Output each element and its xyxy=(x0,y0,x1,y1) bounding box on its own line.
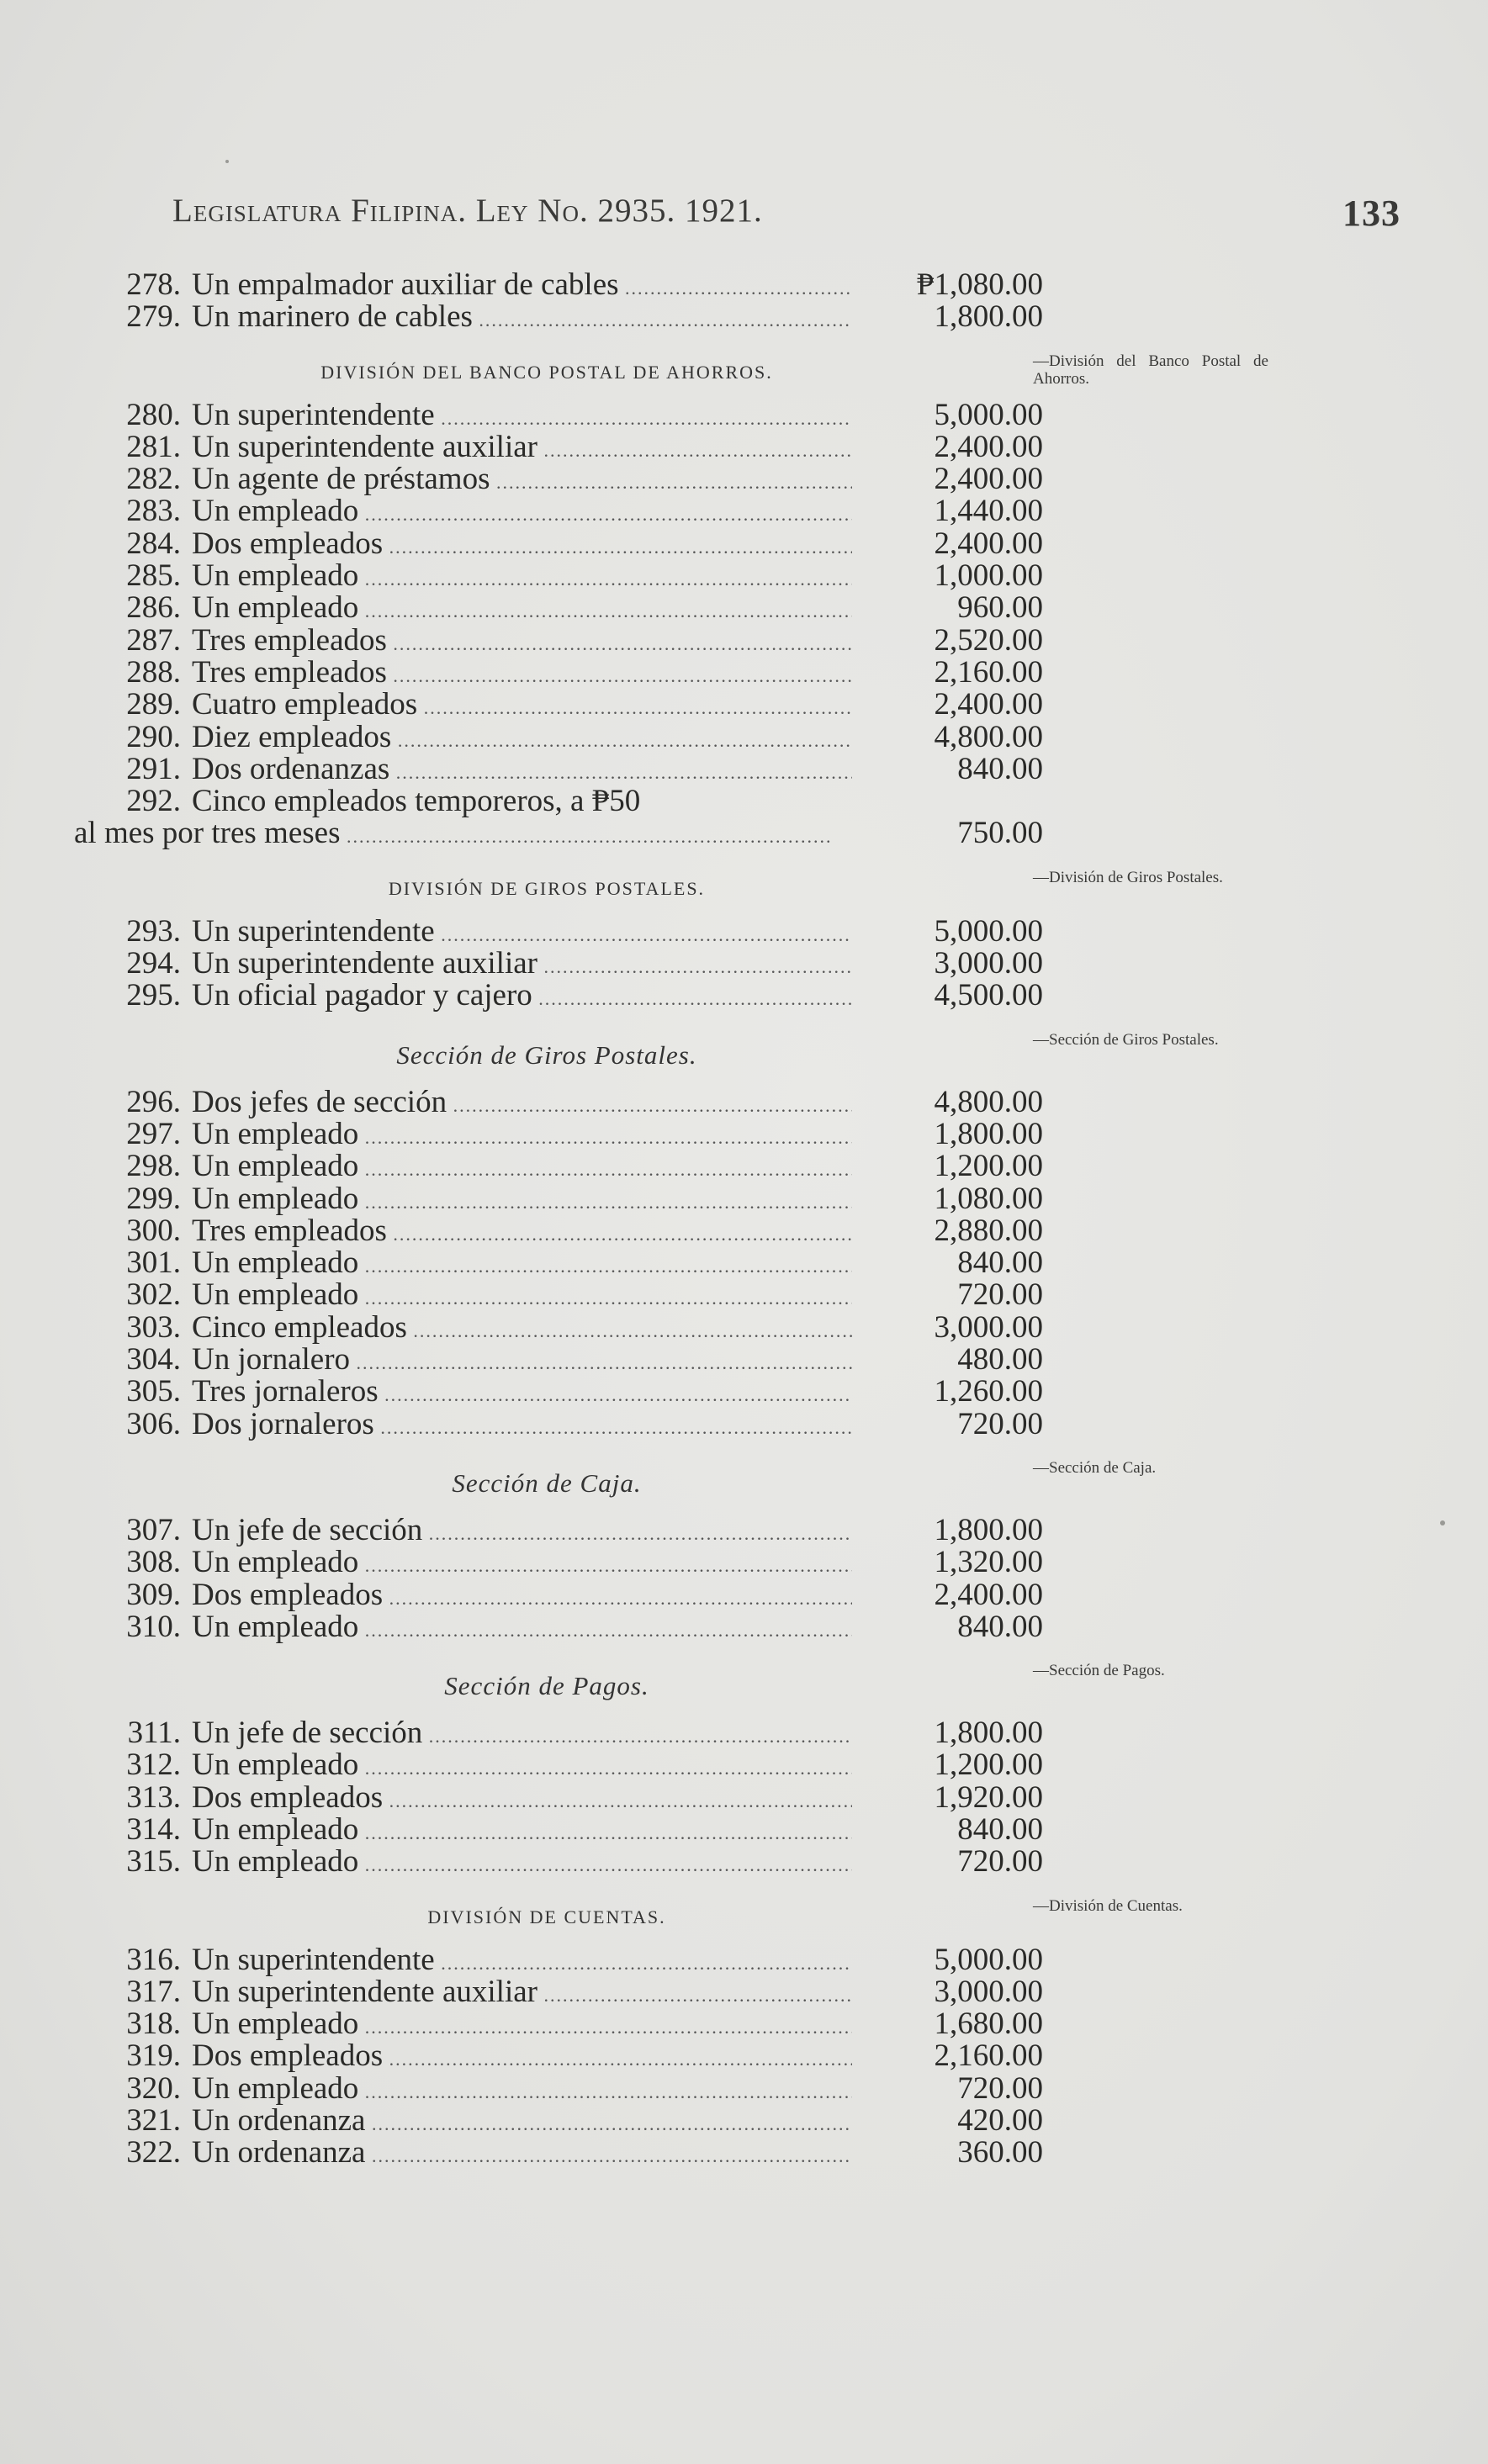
item-number: 322. xyxy=(126,2135,181,2171)
item-number: 318. xyxy=(126,2007,181,2042)
section-heading: DIVISIÓN DE CUENTAS. xyxy=(427,1906,666,1927)
item-amount: 720.00 xyxy=(957,1406,1043,1441)
item-number: 286. xyxy=(126,590,181,626)
item-amount: 1,200.00 xyxy=(934,1748,1043,1783)
item-number: 312. xyxy=(126,1748,181,1783)
item-number: 300. xyxy=(126,1213,181,1248)
line-item xyxy=(67,528,1043,560)
item-label: Un empleado ..... xyxy=(192,1611,852,1647)
line-item xyxy=(67,1376,1043,1408)
item-label: Dos jefes de sección ..... xyxy=(192,1087,852,1122)
line-item xyxy=(67,1944,1043,1976)
item-label: Un oficial pagador y cajero ..... xyxy=(192,980,852,1015)
item-amount: 840.00 xyxy=(957,751,1043,786)
appropriation-list xyxy=(67,269,1043,2170)
item-number: 281. xyxy=(126,429,181,464)
item-number: 284. xyxy=(126,526,181,561)
margin-note: —División de Giros Postales. xyxy=(1033,869,1223,886)
line-item xyxy=(67,2137,1043,2169)
item-number: 315. xyxy=(126,1844,181,1880)
item-label: Dos empleados ..... xyxy=(192,1579,852,1615)
line-item xyxy=(67,980,1043,1012)
item-amount: 420.00 xyxy=(957,2103,1043,2139)
line-item xyxy=(67,654,1043,690)
item-amount: 2,400.00 xyxy=(934,462,1043,497)
item-label: Un empleado ..... xyxy=(192,592,852,627)
item-number: 299. xyxy=(126,1181,181,1216)
item-number: 308. xyxy=(126,1545,181,1580)
item-amount: 5,000.00 xyxy=(934,1942,1043,1977)
item-label: Un superintendente ..... xyxy=(192,399,852,435)
item-number: 320. xyxy=(126,2070,181,2106)
item-label: Un ordenanza ..... xyxy=(192,2137,852,2172)
item-amount: ₱1,080.00 xyxy=(916,267,1043,302)
line-item xyxy=(67,719,1043,754)
line-item xyxy=(67,2040,1043,2072)
item-amount: 360.00 xyxy=(957,2135,1043,2171)
section-heading: Sección de Pagos. xyxy=(444,1671,649,1701)
line-item xyxy=(67,1215,1043,1247)
section-heading: Sección de Giros Postales. xyxy=(396,1039,697,1070)
item-number: 296. xyxy=(126,1084,181,1119)
item-label: Un empleado ..... xyxy=(192,1279,852,1314)
running-title: Legislatura Filipina. Ley No. 2935. 1921. xyxy=(172,193,763,229)
item-amount: 1,800.00 xyxy=(934,299,1043,335)
item-label: Un superintendente ..... xyxy=(192,916,852,951)
margin-note: —Sección de Caja. xyxy=(1033,1459,1157,1477)
item-label: Un empleado ..... xyxy=(192,1118,852,1154)
item-label: Dos ordenanzas ..... xyxy=(192,753,852,789)
margin-note: —División de Cuentas. xyxy=(1033,1897,1183,1915)
line-item xyxy=(67,1579,1043,1611)
item-number: 291. xyxy=(126,751,181,786)
item-amount: 3,000.00 xyxy=(934,946,1043,981)
line-item xyxy=(67,463,1043,495)
item-number: 293. xyxy=(126,913,181,949)
item-number: 294. xyxy=(126,946,181,981)
item-number: 287. xyxy=(126,622,181,658)
line-item xyxy=(67,560,1043,592)
section-heading: DIVISIÓN DEL BANCO POSTAL DE AHORROS. xyxy=(320,361,773,383)
item-label: Un empleado ..... xyxy=(192,495,852,531)
line-item xyxy=(67,301,1043,333)
line-item xyxy=(67,753,1043,785)
item-amount: 1,440.00 xyxy=(934,494,1043,529)
item-label-continuation: al mes por tres meses ..... xyxy=(74,817,831,853)
item-label: Tres empleados ..... xyxy=(192,657,852,692)
item-number: 319. xyxy=(126,2038,181,2074)
item-number: 282. xyxy=(126,462,181,497)
line-item xyxy=(67,1309,1043,1345)
item-amount: 1,920.00 xyxy=(934,1779,1043,1815)
item-amount: 1,260.00 xyxy=(934,1374,1043,1409)
line-item xyxy=(67,1512,1043,1547)
item-amount: 1,200.00 xyxy=(934,1149,1043,1184)
item-number: 301. xyxy=(126,1245,181,1281)
item-label: Un empleado ..... xyxy=(192,1183,852,1219)
item-number: 292. xyxy=(126,784,181,819)
line-item xyxy=(67,1406,1043,1441)
item-number: 321. xyxy=(126,2103,181,2139)
item-number: 279. xyxy=(126,299,181,335)
item-amount: 2,160.00 xyxy=(934,2038,1043,2074)
line-item xyxy=(67,2008,1043,2040)
item-amount: 840.00 xyxy=(957,1245,1043,1281)
item-number: 297. xyxy=(126,1116,181,1151)
item-amount: 840.00 xyxy=(957,1811,1043,1847)
item-label: Un superintendente ..... xyxy=(192,1944,852,1980)
line-item xyxy=(67,1547,1043,1578)
item-number: 303. xyxy=(126,1309,181,1345)
item-number: 313. xyxy=(126,1779,181,1815)
line-item xyxy=(67,1247,1043,1279)
item-label: Un marinero de cables ..... xyxy=(192,301,852,336)
line-item xyxy=(67,2105,1043,2137)
margin-note: —División del Banco Postal de Ahorros. xyxy=(1033,352,1268,388)
item-number: 309. xyxy=(126,1577,181,1612)
item-amount: 1,000.00 xyxy=(934,558,1043,594)
item-number: 317. xyxy=(126,1974,181,2009)
line-item xyxy=(67,1811,1043,1847)
item-label: Un empleado ..... xyxy=(192,1846,852,1881)
item-label: Un empleado ..... xyxy=(192,1814,852,1849)
line-item xyxy=(67,1779,1043,1815)
paper-speck xyxy=(1440,1520,1445,1525)
item-amount: 3,000.00 xyxy=(934,1309,1043,1345)
line-item xyxy=(67,1717,1043,1749)
item-amount: 720.00 xyxy=(957,2070,1043,2106)
item-number: 289. xyxy=(126,687,181,722)
line-item xyxy=(67,1976,1043,2008)
line-item xyxy=(67,622,1043,658)
margin-note: —Sección de Giros Postales. xyxy=(1033,1031,1219,1049)
item-label: Dos empleados ..... xyxy=(192,528,852,563)
line-item xyxy=(67,1183,1043,1215)
item-amount: 3,000.00 xyxy=(934,1974,1043,2009)
line-item xyxy=(67,1846,1043,1878)
line-item-continuation xyxy=(67,817,1043,849)
item-label: Un superintendente auxiliar ..... xyxy=(192,1976,852,2012)
item-label: Un jornalero ..... xyxy=(192,1344,852,1379)
item-number: 290. xyxy=(126,719,181,754)
line-item xyxy=(67,1749,1043,1781)
item-number: 316. xyxy=(126,1942,181,1977)
item-number: 306. xyxy=(126,1406,181,1441)
item-label: Cinco empleados temporeros, a ₱50 xyxy=(192,785,641,819)
line-item xyxy=(67,785,1043,817)
item-label: Tres empleados ..... xyxy=(192,1215,852,1251)
line-item xyxy=(67,1150,1043,1182)
line-item xyxy=(67,431,1043,463)
item-label: Dos empleados ..... xyxy=(192,1782,852,1817)
item-number: 305. xyxy=(126,1374,181,1409)
item-number: 280. xyxy=(126,397,181,432)
item-amount: 1,800.00 xyxy=(934,1512,1043,1547)
item-number: 302. xyxy=(126,1277,181,1313)
item-label: Un jefe de sección ..... xyxy=(192,1515,852,1550)
item-label: Un empleado ..... xyxy=(192,1247,852,1282)
item-label: Dos jornaleros ..... xyxy=(192,1409,852,1444)
line-item xyxy=(67,913,1043,949)
item-number: 310. xyxy=(126,1609,181,1644)
item-amount: 1,800.00 xyxy=(934,1116,1043,1151)
item-number: 314. xyxy=(126,1811,181,1847)
item-number: 304. xyxy=(126,1342,181,1377)
item-label: Un agente de préstamos ..... xyxy=(192,463,852,499)
item-amount: 5,000.00 xyxy=(934,397,1043,432)
item-label: Un superintendente auxiliar ..... xyxy=(192,948,852,983)
line-item xyxy=(67,1118,1043,1150)
item-amount: 2,880.00 xyxy=(934,1213,1043,1248)
item-number: 285. xyxy=(126,558,181,594)
item-amount: 720.00 xyxy=(957,1277,1043,1313)
item-label: Un empleado ..... xyxy=(192,2008,852,2044)
line-item xyxy=(67,2070,1043,2106)
item-label: Un empleado ..... xyxy=(192,2073,852,2108)
item-number: 278. xyxy=(126,267,181,302)
item-amount: 2,400.00 xyxy=(934,1577,1043,1612)
item-label: Un jefe de sección ..... xyxy=(192,1717,852,1753)
item-label: Un empalmador auxiliar de cables ..... xyxy=(192,269,852,304)
section-heading: Sección de Caja. xyxy=(452,1467,642,1498)
item-label: Un ordenanza ..... xyxy=(192,2105,852,2140)
item-amount: 2,520.00 xyxy=(934,622,1043,658)
item-amount: 720.00 xyxy=(957,1844,1043,1880)
item-amount: 1,800.00 xyxy=(934,1716,1043,1751)
item-label: Tres jornaleros ..... xyxy=(192,1376,852,1411)
item-number: 298. xyxy=(126,1149,181,1184)
line-item xyxy=(67,269,1043,301)
page-number: 133 xyxy=(1342,193,1401,234)
item-amount: 960.00 xyxy=(957,590,1043,626)
item-amount: 4,800.00 xyxy=(934,1084,1043,1119)
item-label: Un empleado ..... xyxy=(192,1749,852,1785)
line-item xyxy=(67,1611,1043,1643)
item-label: Cinco empleados ..... xyxy=(192,1312,852,1347)
item-label: Diez empleados ..... xyxy=(192,722,852,757)
line-item xyxy=(67,948,1043,980)
item-amount: 4,800.00 xyxy=(934,719,1043,754)
margin-note: —Sección de Pagos. xyxy=(1033,1662,1165,1679)
item-amount: 840.00 xyxy=(957,1609,1043,1644)
item-amount: 750.00 xyxy=(957,816,1043,851)
item-number: 295. xyxy=(126,978,181,1013)
item-amount: 1,680.00 xyxy=(934,2007,1043,2042)
item-number: 311. xyxy=(127,1716,181,1751)
item-label: Un empleado ..... xyxy=(192,1150,852,1186)
item-label: Tres empleados ..... xyxy=(192,625,852,660)
item-label: Un empleado ..... xyxy=(192,560,852,595)
item-number: 288. xyxy=(126,654,181,690)
item-amount: 2,400.00 xyxy=(934,429,1043,464)
item-amount: 2,400.00 xyxy=(934,687,1043,722)
item-label: Cuatro empleados ..... xyxy=(192,689,852,724)
item-amount: 1,320.00 xyxy=(934,1545,1043,1580)
item-amount: 2,160.00 xyxy=(934,654,1043,690)
line-item xyxy=(67,495,1043,527)
line-item xyxy=(67,592,1043,624)
item-amount: 4,500.00 xyxy=(934,978,1043,1013)
line-item xyxy=(67,689,1043,721)
item-amount: 5,000.00 xyxy=(934,913,1043,949)
item-amount: 2,400.00 xyxy=(934,526,1043,561)
line-item xyxy=(67,1084,1043,1119)
paper-speck xyxy=(225,160,229,163)
line-item xyxy=(67,1279,1043,1311)
item-number: 307. xyxy=(126,1512,181,1547)
item-amount: 480.00 xyxy=(957,1342,1043,1377)
item-label: Un superintendente auxiliar ..... xyxy=(192,431,852,467)
line-item xyxy=(67,1344,1043,1376)
item-label: Dos empleados ..... xyxy=(192,2040,852,2075)
item-label: Un empleado ..... xyxy=(192,1547,852,1582)
section-heading: DIVISIÓN DE GIROS POSTALES. xyxy=(388,877,706,899)
item-amount: 1,080.00 xyxy=(934,1181,1043,1216)
line-item xyxy=(67,399,1043,431)
item-number: 283. xyxy=(126,494,181,529)
